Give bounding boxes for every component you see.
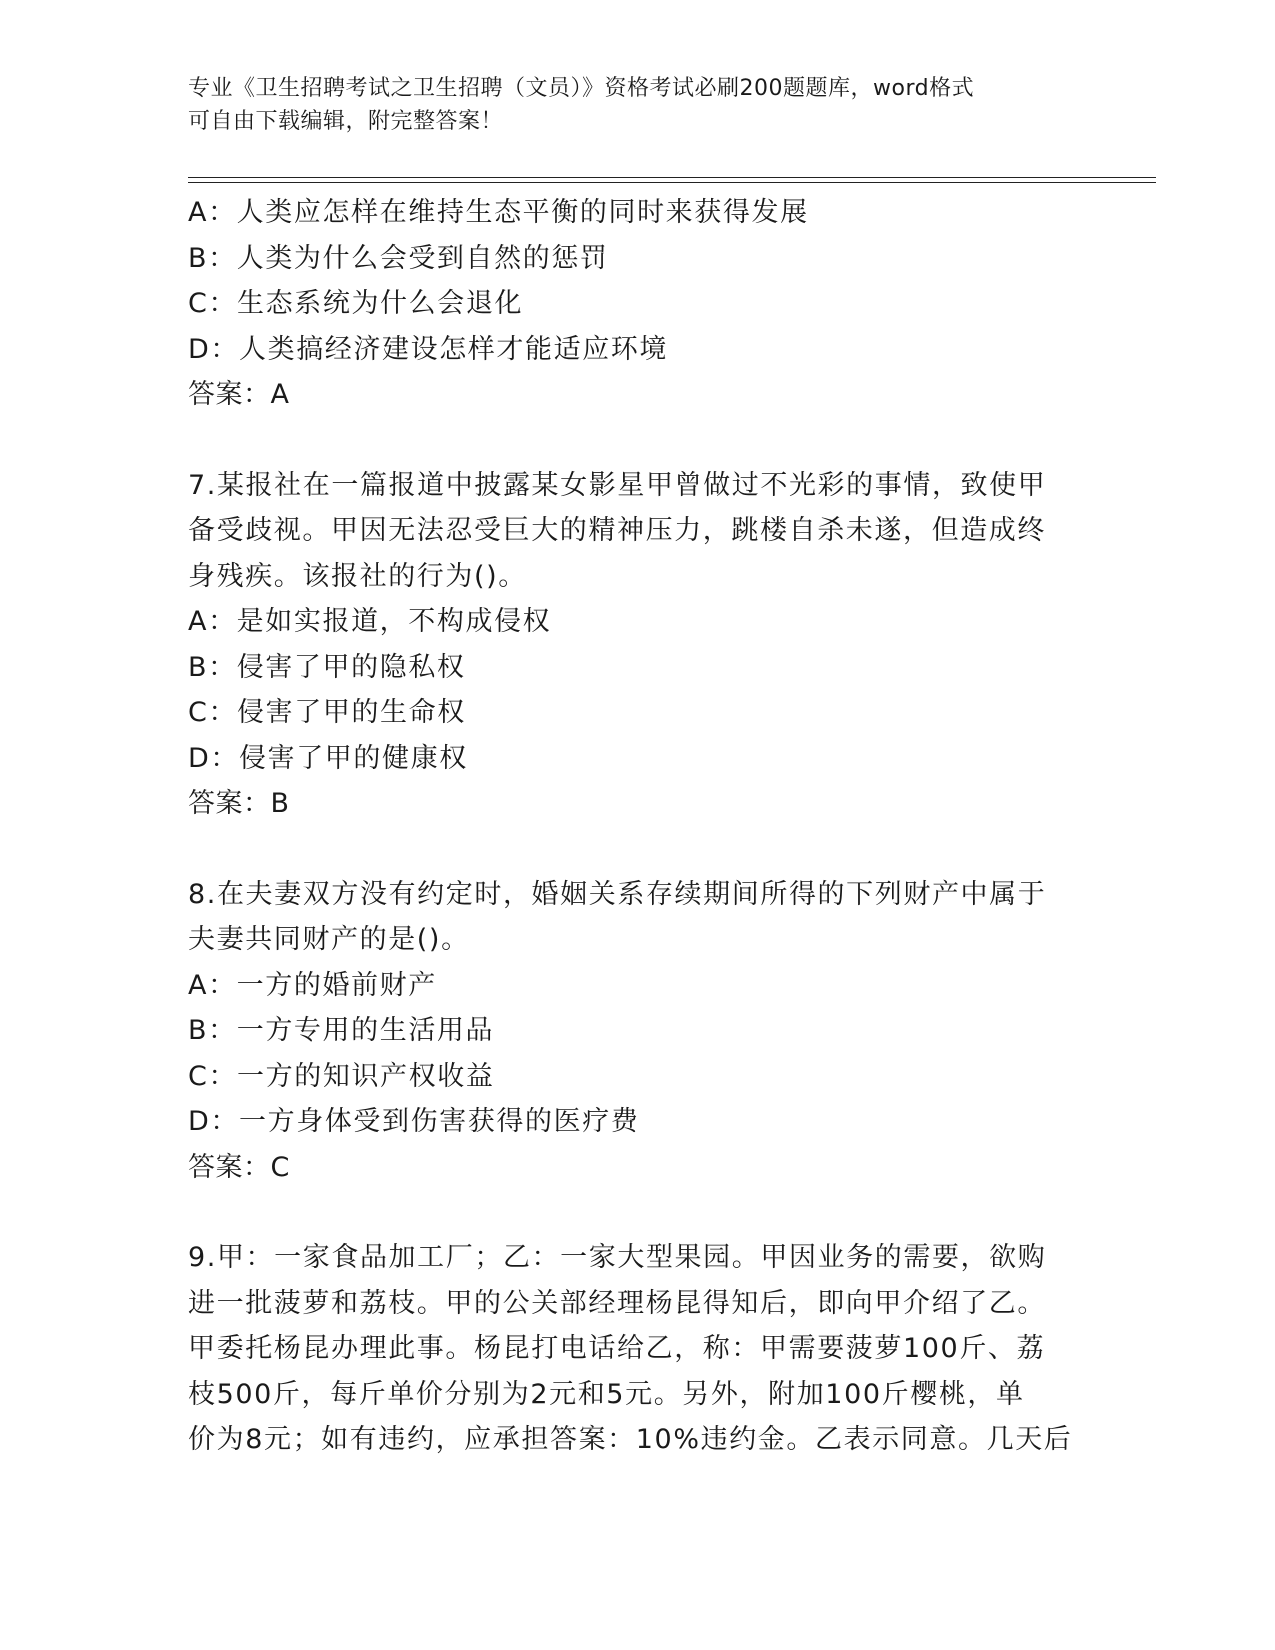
option-b: B：人类为什么会受到自然的惩罚: [188, 242, 609, 274]
header-divider-bottom: [188, 182, 1156, 183]
option-b: B：侵害了甲的隐私权: [188, 651, 466, 683]
question-stem-line: 价为8元；如有违约，应承担答案：10%违约金。乙表示同意。几天后: [188, 1424, 1073, 1455]
option-d: D：侵害了甲的健康权: [188, 742, 468, 774]
option-d: D：一方身体受到伤害获得的医疗费: [188, 1106, 640, 1137]
document-header: [188, 72, 1088, 138]
option-c: C：侵害了甲的生命权: [188, 697, 466, 728]
header-divider-top: [188, 177, 1156, 178]
spacer: [188, 827, 1088, 872]
question-stem-line: 8.在夫妻双方没有约定时，婚姻关系存续期间所得的下列财产中属于: [188, 878, 1047, 910]
question-stem-line: 7.某报社在一篇报道中披露某女影星甲曾做过不光彩的事情，致使甲: [188, 469, 1047, 501]
header-line-2: 可自由下载编辑，附完整答案！: [188, 109, 504, 134]
question-stem-line: 进一批菠萝和荔枝。甲的公关部经理杨昆得知后，即向甲介绍了乙。: [188, 1287, 1046, 1319]
question-9: [188, 1235, 1088, 1463]
question-7: [188, 463, 1088, 827]
option-c: C：一方的知识产权收益: [188, 1060, 495, 1092]
option-a: A：人类应怎样在维持生态平衡的同时来获得发展: [188, 197, 809, 228]
question-6: [188, 190, 1088, 418]
answer: 答案：A: [188, 379, 290, 410]
header-line-1: 专业《卫生招聘考试之卫生招聘（文员）》资格考试必刷200题题库，word格式: [188, 76, 975, 101]
question-stem-line: 9.甲：一家食品加工厂；乙：一家大型果园。甲因业务的需要，欲购: [188, 1242, 1047, 1273]
question-8: [188, 872, 1088, 1191]
option-c: C：生态系统为什么会退化: [188, 288, 524, 319]
option-d: D：人类搞经济建设怎样才能适应环境: [188, 333, 668, 365]
question-stem-line: 枝500斤，每斤单价分别为2元和5元。另外，附加100斤樱桃，单: [188, 1378, 1025, 1410]
answer: 答案：C: [188, 1151, 290, 1183]
spacer: [188, 1190, 1088, 1235]
question-content: [188, 190, 1088, 1463]
question-stem-line: 甲委托杨昆办理此事。杨昆打电话给乙，称：甲需要菠萝100斤、荔: [188, 1333, 1046, 1364]
spacer: [188, 418, 1088, 463]
option-a: A：一方的婚前财产: [188, 969, 437, 1001]
option-b: B：一方专用的生活用品: [188, 1015, 495, 1046]
question-stem-line: 夫妻共同财产的是()。: [188, 924, 470, 955]
question-stem-line: 身残疾。该报社的行为()。: [188, 560, 527, 592]
option-a: A：是如实报道，不构成侵权: [188, 606, 552, 637]
answer: 答案：B: [188, 788, 290, 819]
question-stem-line: 备受歧视。甲因无法忍受巨大的精神压力，跳楼自杀未遂，但造成终: [188, 515, 1046, 546]
